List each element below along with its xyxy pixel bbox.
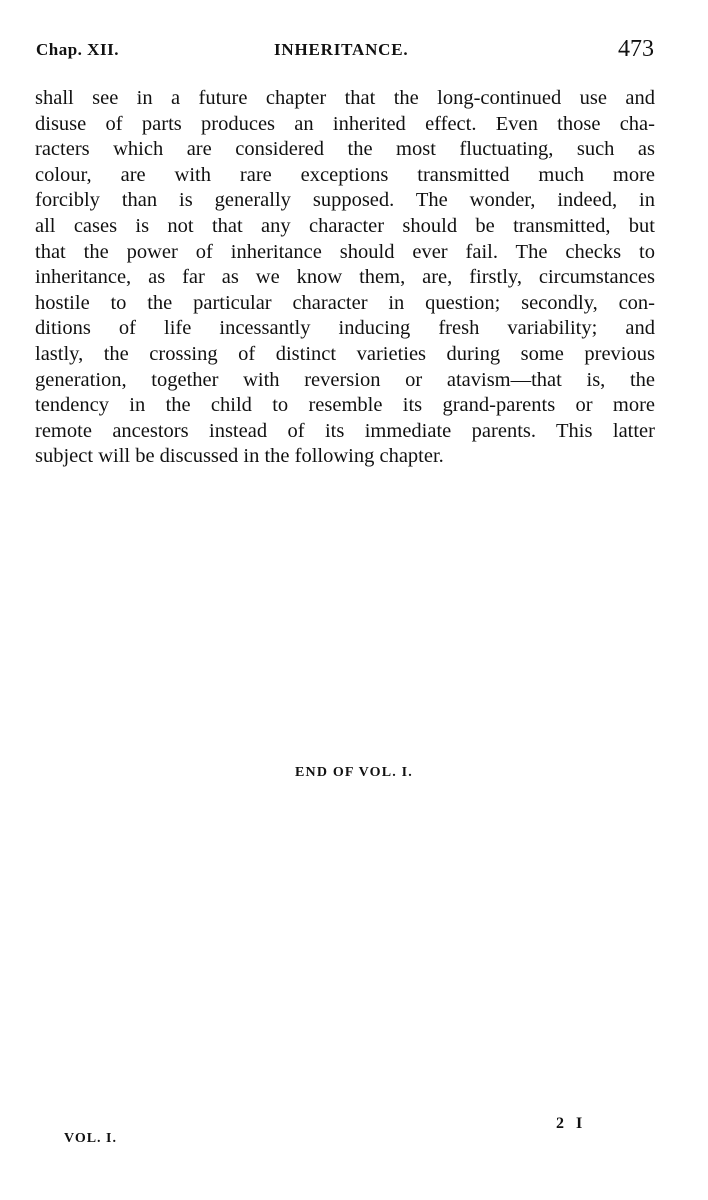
end-of-volume-note: END OF VOL. I.: [294, 765, 414, 780]
text-line: forcibly than is generally supposed. The wonder, indeed, in: [35, 189, 655, 212]
signature-mark: 2 I: [556, 1115, 587, 1132]
text-line: colour, are with rare exceptions transmitted much more: [35, 163, 655, 186]
text-line: racters which are considered the most fluctuating, such as: [35, 138, 655, 161]
running-title: INHERITANCE.: [274, 40, 409, 59]
chapter-label: Chap. XII.: [36, 40, 119, 59]
text-line: that the power of inheritance should ever fail. The checks to: [35, 240, 655, 263]
text-line: generation, together with reversion or atavism—that is, the: [35, 368, 655, 391]
body-paragraph: [35, 86, 655, 470]
text-line: all cases is not that any character should be transmitted, but: [35, 214, 655, 237]
text-line: ditions of life incessantly inducing fresh variability; and: [35, 317, 655, 340]
text-line: tendency in the child to resemble its grand-parents or more: [35, 394, 655, 417]
text-line: lastly, the crossing of distinct varieties during some previous: [35, 342, 655, 365]
text-line: remote ancestors instead of its immediate parents. This latter: [35, 419, 655, 442]
running-head: [0, 38, 708, 68]
text-line: hostile to the particular character in question; secondly, con-: [35, 291, 655, 314]
page-number: 473: [618, 36, 654, 62]
signature-label: VOL. I.: [64, 1131, 118, 1146]
text-line: disuse of parts produces an inherited effect. Even those cha-: [35, 112, 655, 135]
text-line: shall see in a future chapter that the long-continued use and: [35, 87, 655, 109]
text-line: subject will be discussed in the following chapter.: [35, 445, 444, 468]
text-line: inheritance, as far as we know them, are, firstly, circumstances: [35, 266, 655, 289]
